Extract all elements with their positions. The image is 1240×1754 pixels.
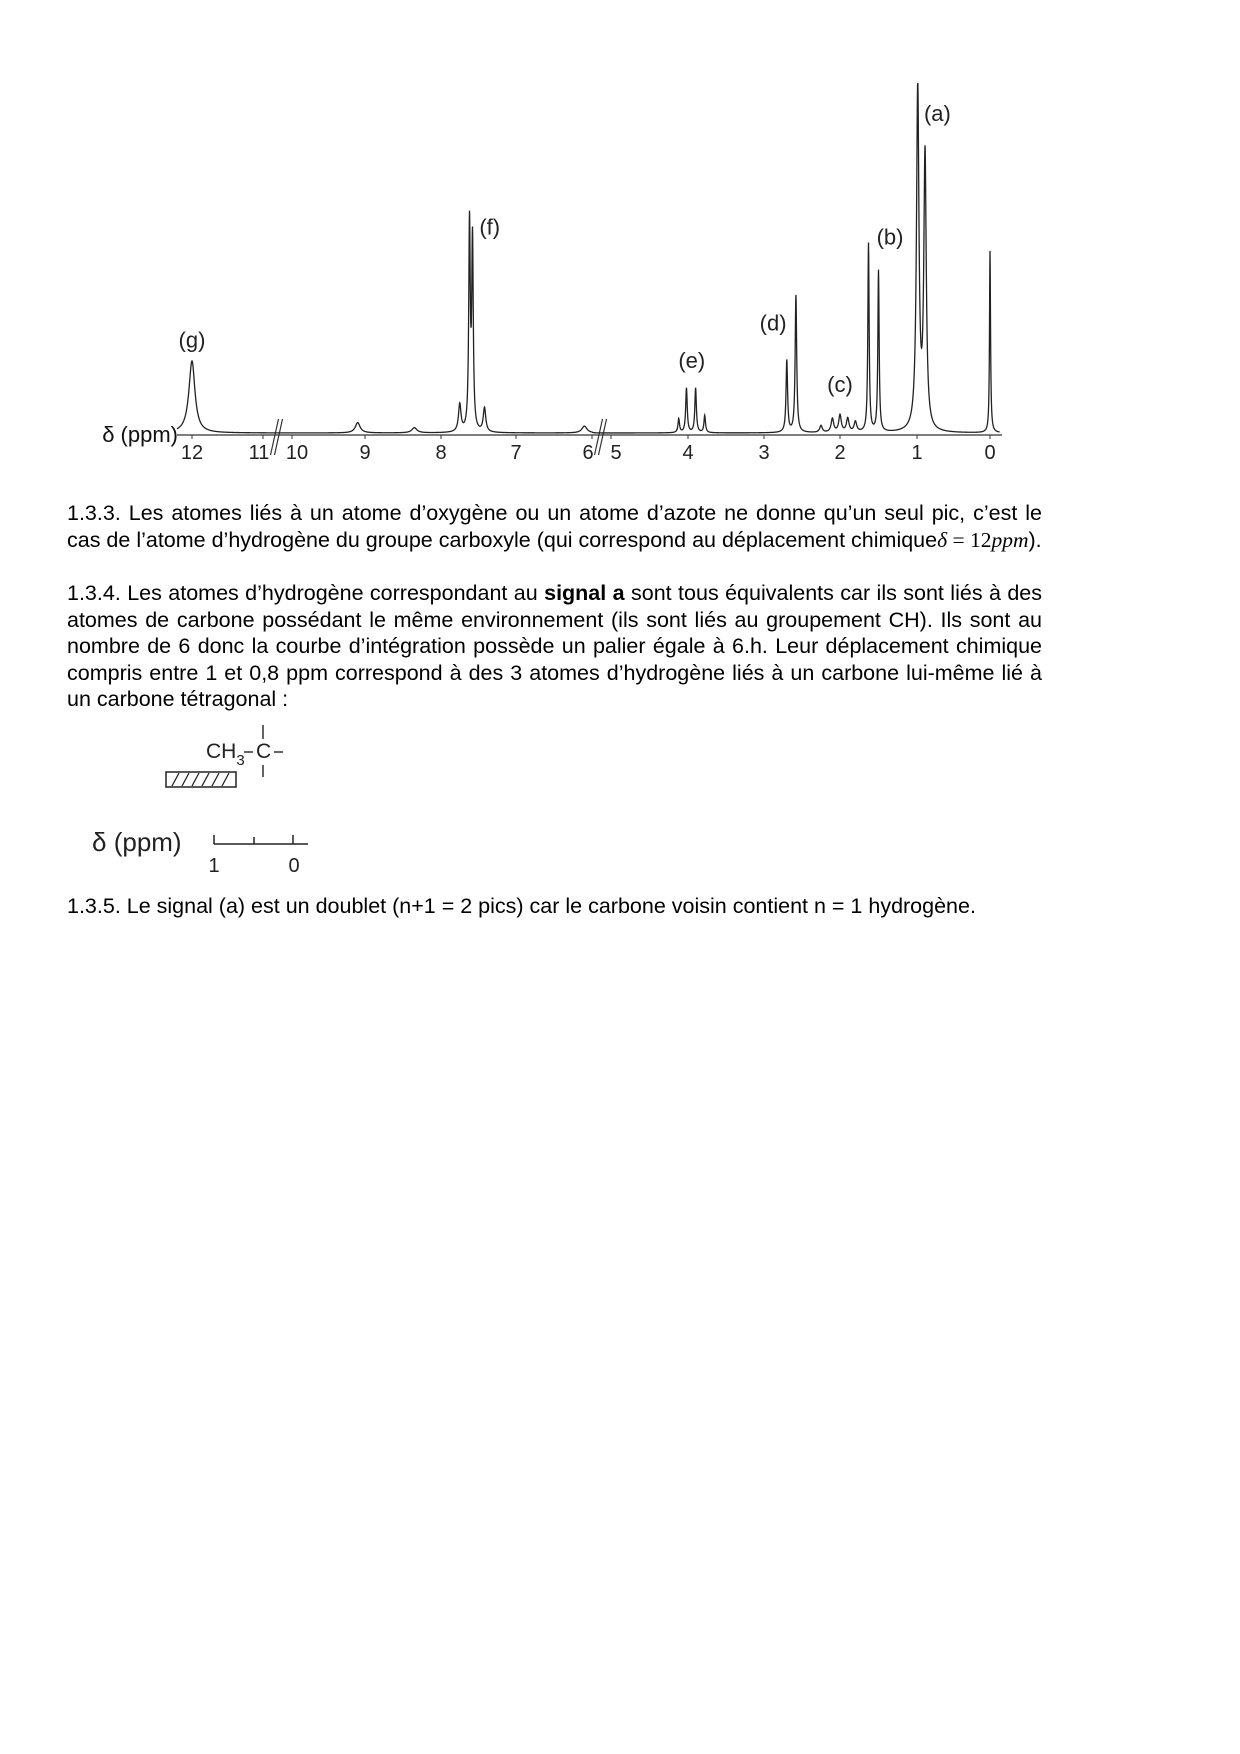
scheme-axis-label: δ (ppm) (92, 827, 182, 857)
paragraph-end: ). (1028, 527, 1042, 552)
axis-break-mark (595, 419, 603, 455)
x-tick-label: 4 (682, 442, 694, 464)
spectrum-trace (177, 83, 1000, 433)
hatched-range-bar (166, 772, 236, 787)
peak-label: (b) (876, 224, 904, 250)
paragraph-text: 1.3.4. Les atomes d’hydrogène correspondant au (67, 581, 545, 605)
ch3-shift-scheme (80, 725, 340, 885)
axis-break-mark (271, 419, 279, 455)
x-tick-label: 1 (911, 442, 923, 464)
x-tick-label: 7 (510, 442, 522, 464)
paragraph-1-3-4 (67, 580, 1042, 713)
scheme-axis (214, 835, 308, 844)
paragraph-text: 1.3.5. Le signal (a) est un doublet (n+1 = 2 pics) car le carbone voisin contient n = 1 hydrogène. (67, 894, 976, 918)
peak-label: (c) (827, 372, 853, 398)
x-tick-label: 0 (984, 442, 996, 464)
x-tick-label: 11 (248, 442, 270, 464)
axis-break-mark (275, 419, 283, 455)
nmr-spectrum (80, 80, 1040, 470)
ch3-subscript: 3 (236, 752, 245, 769)
x-tick-label: 9 (359, 442, 371, 464)
signal-a-bold: signal a (544, 581, 625, 605)
paragraph-text-cont: sont tous équivalents car ils sont liés à des atomes de carbone possédant le même environnement (ils sont liés au groupement CH). Ils sont au nombre de 6 donc la courbe d’intégration possède un palier égale à 6.h. Leur déplacement chimique compris entre 1 et 0,8 ppm correspond à des 3 atomes d’hydrogène liés à un carbone lui-même lié à un carbone tétragonal : (67, 581, 1042, 712)
peak-label: (g) (178, 327, 206, 353)
x-tick-label: 6 (582, 442, 594, 464)
axis-break-mark (599, 419, 607, 455)
paragraph-1-3-3 (67, 500, 1042, 553)
peak-label: (e) (678, 348, 706, 374)
delta-symbol: δ (937, 527, 948, 552)
peak-label: (f) (479, 214, 501, 240)
ch3-label: CH (206, 740, 237, 763)
svg-text:CH3 (206, 740, 245, 769)
x-tick-label: 8 (435, 442, 447, 464)
scheme-tick-1: 1 (208, 855, 220, 877)
carbon-label: C (256, 740, 272, 763)
delta-formula (937, 528, 1028, 552)
x-tick-label: 12 (180, 442, 204, 464)
x-tick-label: 5 (610, 442, 622, 464)
paragraph-1-3-5 (67, 893, 1042, 920)
x-axis-label: δ (ppm) (102, 422, 178, 447)
peak-label: (a) (923, 101, 951, 127)
paragraph-text: 1.3.3. Les atomes liés à un atome d’oxygène ou un atome d’azote ne donne qu’un seul pic, c’est le cas de l’atome d’hydrogène du groupe carboxyle (qui correspond au déplacement chimique (67, 501, 1042, 552)
peak-labels (179, 101, 951, 397)
peak-label: (d) (759, 310, 787, 336)
peak-markers (191, 89, 991, 429)
scheme-tick-0: 0 (288, 855, 300, 877)
delta-unit: ppm (991, 527, 1029, 552)
x-tick-label: 10 (285, 442, 309, 464)
x-tick-label: 3 (758, 442, 770, 464)
delta-value: = 12 (947, 527, 992, 552)
x-tick-label: 2 (834, 442, 846, 464)
x-axis (177, 419, 1002, 464)
